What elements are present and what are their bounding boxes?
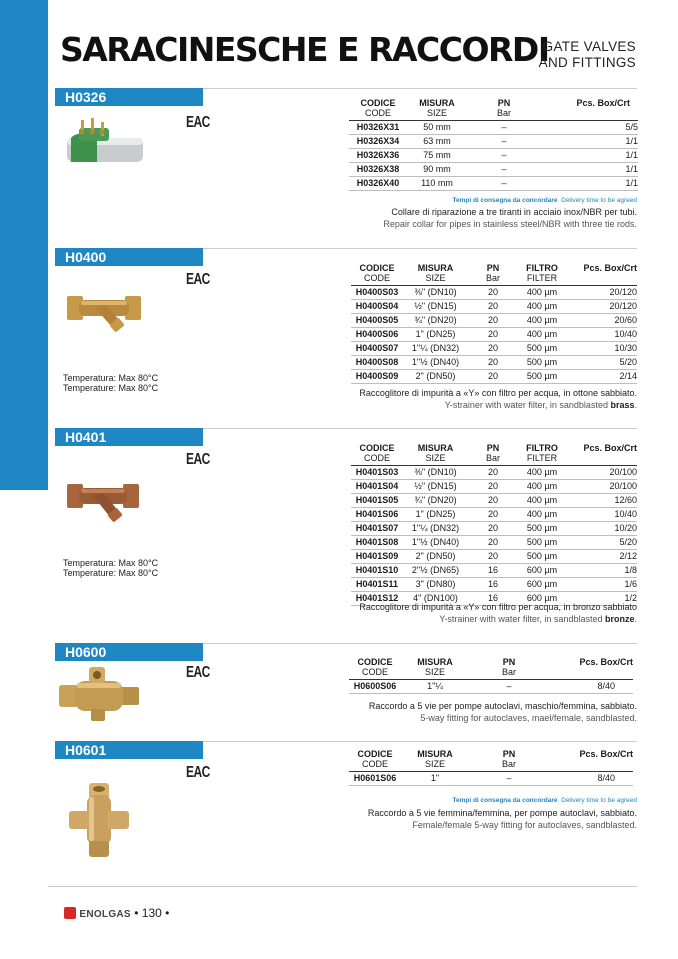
- col-filter-header: FILTRO FILTER: [518, 263, 566, 286]
- table-row: H0401S10 2"½ (DN65) 16 600 µm 1/8: [351, 564, 637, 578]
- col-pcs-header: Pcs. Box/Crt: [541, 98, 638, 121]
- col-pn-header: PN Bar: [469, 657, 549, 680]
- col-pn-header: PN Bar: [468, 443, 518, 466]
- description-it: Raccordo a 5 vie femmina/femmina, per pompe autoclavi, sabbiato.: [367, 808, 637, 818]
- table-row: H0400S06 1" (DN25) 20 400 µm 10/40: [351, 328, 637, 342]
- table-row: H0600S06 1"¼ – 8/40: [349, 680, 633, 694]
- eac-mark: EAC: [186, 112, 210, 132]
- table-row: H0400S04 ½" (DN15) 20 400 µm 20/120: [351, 300, 637, 314]
- table-row: H0401S09 2" (DN50) 20 500 µm 2/12: [351, 550, 637, 564]
- product-table-h0400: [351, 263, 637, 384]
- product-code-bar: H0401: [55, 428, 203, 446]
- page-title: SARACINESCHE E RACCORDI: [60, 30, 549, 69]
- table-row: H0400S05 ¾" (DN20) 20 400 µm 20/60: [351, 314, 637, 328]
- col-pn-header: PN Bar: [467, 98, 541, 121]
- table-row: H0326X40 110 mm – 1/1: [349, 177, 638, 191]
- col-size-header: MISURA SIZE: [403, 443, 468, 466]
- col-pcs-header: Pcs. Box/Crt: [549, 657, 633, 680]
- table-row: H0401S06 1" (DN25) 20 400 µm 10/40: [351, 508, 637, 522]
- description-it: Collare di riparazione a tre tiranti in acciaio inox/NBR per tubi.: [391, 207, 637, 217]
- col-filter-header: FILTRO FILTER: [518, 443, 566, 466]
- description-en: Female/female 5-way fitting for autoclaves, sandblasted.: [412, 820, 637, 830]
- temperature-note: Temperatura: Max 80°C Temperature: Max 80°C: [63, 558, 159, 578]
- col-code-header: CODICE CODE: [351, 443, 403, 466]
- col-code-header: CODICE CODE: [351, 263, 403, 286]
- col-code-header: CODICE CODE: [349, 98, 407, 121]
- table-row: H0400S09 2" (DN50) 20 500 µm 2/14: [351, 370, 637, 384]
- col-size-header: MISURA SIZE: [401, 657, 469, 680]
- col-pn-header: PN Bar: [469, 749, 549, 772]
- col-size-header: MISURA SIZE: [407, 98, 467, 121]
- table-row: H0326X36 75 mm – 1/1: [349, 149, 638, 163]
- table-row: H0401S11 3" (DN80) 16 600 µm 1/6: [351, 578, 637, 592]
- footer-divider: [48, 886, 637, 887]
- page-subtitle: GATE VALVES AND FITTINGS: [538, 39, 636, 70]
- description-en: Repair collar for pipes in stainless steel/NBR with three tie rods.: [383, 219, 637, 229]
- product-code-bar: H0600: [55, 643, 203, 661]
- description-en: 5-way fitting for autoclaves, mael/female, sandblasted.: [420, 713, 637, 723]
- brass-y-strainer-image: [67, 290, 141, 334]
- table-row: H0401S03 ⅜" (DN10) 20 400 µm 20/100: [351, 466, 637, 480]
- product-code-bar: H0400: [55, 248, 203, 266]
- page-footer: [64, 906, 169, 920]
- page-number: • 130 •: [134, 906, 170, 920]
- product-table-h0326: [349, 98, 638, 191]
- description-en: Y-strainer with water filter, in sandblasted brass.: [444, 400, 637, 410]
- table-row: H0326X34 63 mm – 1/1: [349, 135, 638, 149]
- product-code-bar: H0601: [55, 741, 203, 759]
- table-row: H0400S03 ⅜" (DN10) 20 400 µm 20/120: [351, 286, 637, 300]
- table-row: H0401S07 1"¼ (DN32) 20 500 µm 10/20: [351, 522, 637, 536]
- eac-mark: EAC: [186, 449, 210, 469]
- product-code-bar: H0326: [55, 88, 203, 106]
- product-table-h0600: [349, 657, 633, 694]
- table-row: H0326X31 50 mm – 5/5: [349, 121, 638, 135]
- table-row: H0400S07 1"¼ (DN32) 20 500 µm 10/30: [351, 342, 637, 356]
- delivery-note: Tempi di consegna da concordare Delivery time to be agreed: [452, 797, 637, 804]
- description-it: Raccoglitore di impurità a «Y» con filtro per acqua, in bronzo sabbiato: [359, 602, 637, 612]
- section-h0601: [55, 741, 637, 866]
- blue-sidebar-band: [0, 0, 48, 490]
- section-h0600: [55, 643, 637, 728]
- col-pcs-header: Pcs. Box/Crt: [566, 443, 637, 466]
- section-h0400: [55, 248, 637, 413]
- table-row: H0401S04 ½" (DN15) 20 400 µm 20/100: [351, 480, 637, 494]
- table-row: H0400S08 1"½ (DN40) 20 500 µm 5/20: [351, 356, 637, 370]
- five-way-fitting-female-female-image: [67, 781, 131, 861]
- description-it: Raccoglitore di impurità a «Y» con filtro per acqua, in ottone sabbiato.: [359, 388, 637, 398]
- five-way-fitting-male-female-image: [57, 663, 141, 723]
- col-code-header: CODICE CODE: [349, 749, 401, 772]
- table-row: H0401S12 4" (DN100) 16 600 µm 1/2: [351, 592, 637, 606]
- col-code-header: CODICE CODE: [349, 657, 401, 680]
- eac-mark: EAC: [186, 662, 210, 682]
- col-pn-header: PN Bar: [468, 263, 518, 286]
- description-en: Y-strainer with water filter, in sandblasted bronze.: [439, 614, 637, 624]
- col-pcs-header: Pcs. Box/Crt: [549, 749, 633, 772]
- col-pcs-header: Pcs. Box/Crt: [566, 263, 637, 286]
- section-h0326: [55, 88, 637, 233]
- product-table-h0401: [351, 443, 637, 606]
- delivery-note: Tempi di consegna da concordare Delivery time to be agreed: [452, 197, 637, 204]
- description-it: Raccordo a 5 vie per pompe autoclavi, maschio/femmina, sabbiato.: [368, 701, 637, 711]
- table-row: H0401S05 ¾" (DN20) 20 400 µm 12/60: [351, 494, 637, 508]
- eac-mark: EAC: [186, 269, 210, 289]
- enolgas-logo-icon: [64, 907, 76, 919]
- table-row: H0401S08 1"½ (DN40) 20 500 µm 5/20: [351, 536, 637, 550]
- eac-mark: EAC: [186, 762, 210, 782]
- temperature-note: Temperatura: Max 80°C Temperature: Max 80°C: [63, 373, 159, 393]
- col-size-header: MISURA SIZE: [403, 263, 468, 286]
- product-table-h0601: [349, 749, 633, 786]
- table-row: H0326X38 90 mm – 1/1: [349, 163, 638, 177]
- section-h0401: [55, 428, 637, 628]
- bronze-y-strainer-image: [67, 478, 141, 526]
- brand-name: ENOLGAS: [79, 909, 131, 920]
- repair-collar-image: [65, 118, 145, 170]
- col-size-header: MISURA SIZE: [401, 749, 469, 772]
- table-row: H0601S06 1" – 8/40: [349, 772, 633, 786]
